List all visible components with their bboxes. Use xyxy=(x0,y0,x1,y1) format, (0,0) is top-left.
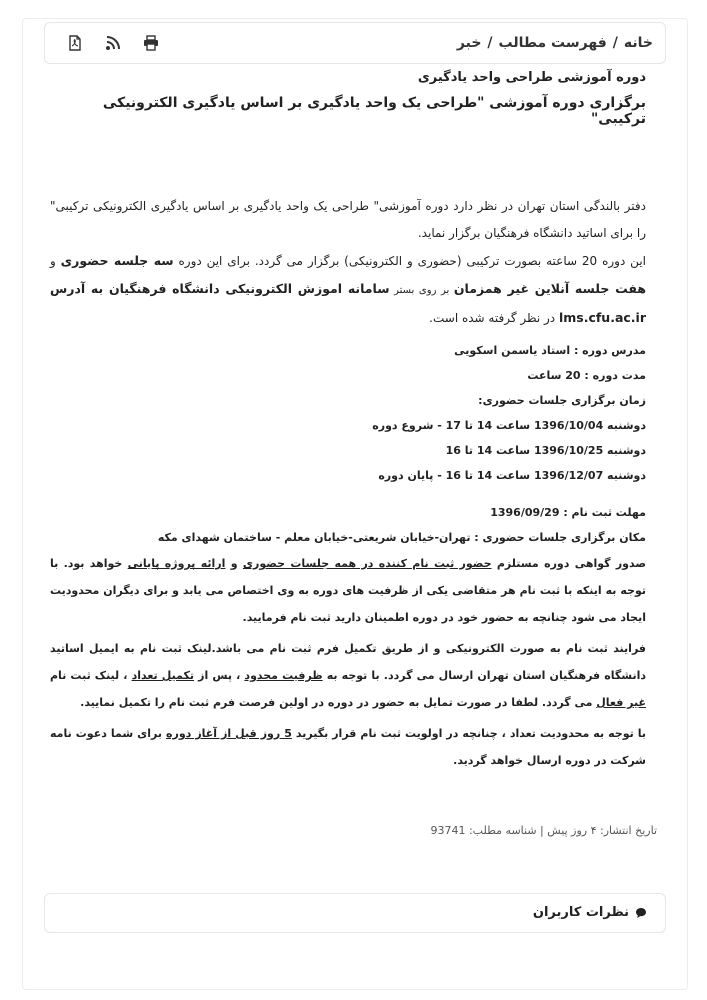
article-meta: تاریخ انتشار: ۴ روز پیش | شناسه مطلب: 93741 xyxy=(430,824,657,837)
intro-highlight-inperson: سه جلسه حضوری xyxy=(60,253,174,268)
intro-highlight-online: هفت جلسه آنلاین غیر همزمان xyxy=(453,281,646,296)
breadcrumb xyxy=(457,23,653,63)
print-icon[interactable] xyxy=(141,33,161,53)
comments-title: نظرات کاربران xyxy=(532,905,629,920)
intro-highlight-platform: سامانه اموزش الکترونیکی دانشگاه فرهنگیان به آدرس lms.cfu.ac.ir xyxy=(50,281,646,325)
breadcrumb-home[interactable]: خانه xyxy=(623,35,653,51)
breadcrumb-current: خبر xyxy=(456,35,482,51)
invitation-paragraph: با توجه به محدودیت تعداد ، چنانچه در اولویت ثبت نام قرار بگیرید 5 روز قبل از آغاز دوره برای شما دعوت نامه شرکت در دوره ارسال خواهد گردید. xyxy=(50,727,646,767)
registration-paragraph: فرایند ثبت نام به صورت الکترونیکی و از طریق تکمیل فرم ثبت نام می باشد.لینک ثبت نام به ایمیل اساتید دانشگاه فرهنگیان استان تهران ارسال می گردد. با توجه به ظرفیت محدود ، پس از تکمیل تعداد ، لینک ثبت نام غیر فعال می گردد. لطفا در صورت تمایل به حضور در دوره در اولین فرصت فرم ثبت نام را تکمیل نمایید. xyxy=(50,642,646,709)
article-body xyxy=(50,66,646,774)
course-info xyxy=(50,338,646,550)
tool-icons xyxy=(65,33,161,53)
breadcrumb-list[interactable]: فهرست مطالب xyxy=(498,35,607,51)
article-headline: برگزاری دوره آموزشی "طراحی یک واحد یادگیری بر اساس یادگیری الکترونیکی ترکیبی" xyxy=(102,95,646,127)
duration-line: مدت دوره : 20 ساعت xyxy=(527,369,646,382)
article-toolbar xyxy=(44,22,666,64)
session-item: دوشنبه 1396/12/07 ساعت 14 تا 16 - پایان دوره xyxy=(378,469,646,482)
intro-line-1: دفتر بالندگی استان تهران در نظر دارد دوره آموزشی" طراحی یک واحد یادگیری بر اساس یادگیری الکترونیکی ترکیبی" را برای اساتید دانشگاه فرهنگیان برگزار نماید. xyxy=(50,199,646,240)
comment-icon xyxy=(635,907,647,919)
comments-section xyxy=(44,893,666,933)
session-item: دوشنبه 1396/10/25 ساعت 14 تا 16 xyxy=(445,444,646,457)
session-item: دوشنبه 1396/10/04 ساعت 14 تا 17 - شروع دوره xyxy=(372,419,646,432)
sessions-title: زمان برگزاری جلسات حضوری: xyxy=(478,394,646,407)
intro-line-2: این دوره 20 ساعته بصورت ترکیبی (حضوری و الکترونیکی) برگزار می گردد. برای این دوره سه جلسه حضوری و هفت جلسه آنلاین غیر همزمان بر روی بستر سامانه اموزش الکترونیکی دانشگاه فرهنگیان به آدرس lms.cfu.ac.ir در نظر گرفته شده است. xyxy=(50,253,646,325)
article-kicker: دوره آموزشی طراحی واحد یادگیری xyxy=(417,70,646,85)
location-line: مکان برگزاری جلسات حضوری : تهران-خیابان شریعتی-خیابان معلم - ساختمان شهدای مکه xyxy=(157,531,646,544)
deadline-line: مهلت ثبت نام : 1396/09/29 xyxy=(490,506,646,519)
intro-paragraph xyxy=(50,193,646,332)
certificate-paragraph: صدور گواهی دوره مستلزم حضور ثبت نام کننده در همه جلسات حضوری و ارائه پروژه پایانی خواهد بود. با توجه به اینکه با ثبت نام هر متقاضی یکی از ظرفیت های دوره به وی اختصاص می یابد و برای دیگران محدودیت ایجاد می شود چنانچه به حضور خود در دوره اطمینان دارید ثبت نام فرمایید. xyxy=(50,557,646,624)
breadcrumb-separator: / xyxy=(487,35,493,51)
pdf-icon[interactable] xyxy=(65,33,85,53)
teacher-line: مدرس دوره : استاد یاسمن اسکویی xyxy=(454,344,646,357)
breadcrumb-separator: / xyxy=(612,35,618,51)
rss-icon[interactable] xyxy=(103,33,123,53)
